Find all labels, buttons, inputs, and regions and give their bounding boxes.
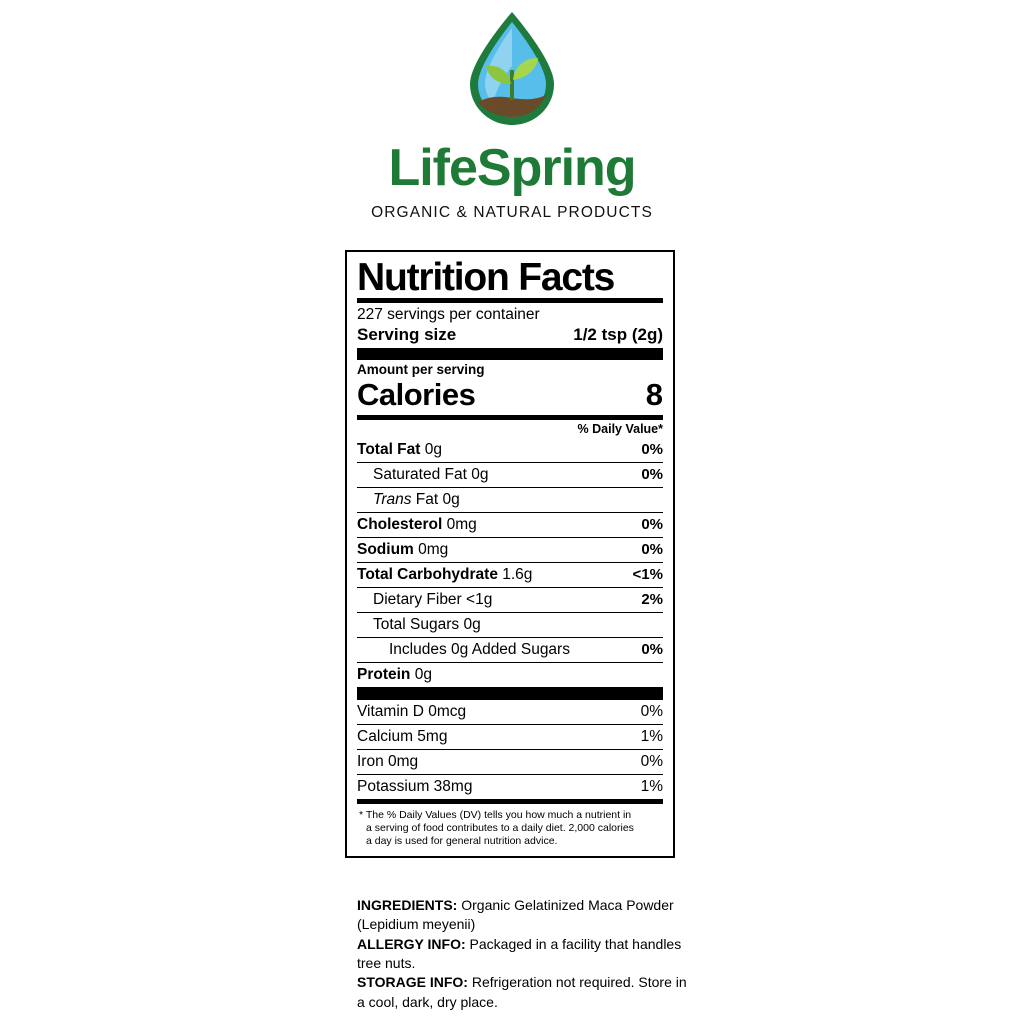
nutrient-name-text: Dietary Fiber bbox=[373, 590, 462, 608]
micronutrient-row-content bbox=[357, 700, 663, 724]
calories-value: 8 bbox=[645, 376, 663, 412]
nutrition-facts-panel bbox=[345, 250, 675, 858]
brand-name: LifeSpring bbox=[388, 139, 636, 197]
serving-size-label: Serving size bbox=[357, 324, 457, 344]
nutrient-row bbox=[357, 638, 663, 663]
amount-per-serving-label: Amount per serving bbox=[357, 361, 485, 377]
nutrient-name-text: Sodium bbox=[357, 540, 414, 558]
nutrient-amount: <1g bbox=[461, 590, 493, 608]
nutrient-amount: 0g bbox=[466, 465, 489, 483]
micronutrient-row bbox=[357, 775, 663, 799]
nutrient-row bbox=[357, 538, 663, 563]
ingredients-text: Organic Gelatinized Maca Powder (Lepidium meyenii) bbox=[357, 897, 674, 933]
nutrient-daily-value: 0% bbox=[641, 540, 663, 558]
nutrient-amount: 0g bbox=[410, 665, 432, 683]
calories-label: Calories bbox=[357, 376, 476, 412]
micronutrient-row bbox=[357, 750, 663, 775]
micronutrient-name: Vitamin D 0mcg bbox=[357, 702, 467, 720]
daily-value-header: % Daily Value* bbox=[577, 421, 663, 436]
servings-per-container: 227 servings per container bbox=[357, 305, 540, 323]
ingredients-line bbox=[357, 896, 697, 935]
calories-row bbox=[357, 377, 663, 415]
micronutrient-daily-value: 1% bbox=[640, 727, 663, 745]
nutrient-name-text: Protein bbox=[357, 665, 411, 683]
nutrient-name bbox=[357, 541, 448, 559]
nutrient-amount: 0g bbox=[420, 440, 442, 458]
micronutrient-daily-value: 1% bbox=[640, 777, 663, 795]
nutrient-daily-value: 2% bbox=[641, 590, 663, 608]
serving-size-row bbox=[357, 325, 663, 348]
allergy-line bbox=[357, 935, 697, 974]
water-drop-sprout-logo-icon bbox=[452, 8, 572, 130]
nutrient-daily-value: 0% bbox=[641, 440, 663, 458]
nutrient-row-content bbox=[357, 663, 663, 687]
nutrient-row-content bbox=[357, 563, 663, 587]
nutrient-name bbox=[373, 491, 460, 509]
nutrient-row bbox=[357, 588, 663, 613]
allergy-text: Packaged in a facility that handles tree nuts. bbox=[357, 935, 682, 971]
micronutrient-name: Potassium 38mg bbox=[357, 777, 473, 795]
nutrient-row bbox=[357, 513, 663, 538]
nutrient-row bbox=[357, 663, 663, 688]
nutrient-amount: Fat 0g bbox=[411, 490, 460, 508]
micronutrient-daily-value: 0% bbox=[640, 702, 663, 720]
nutrient-name bbox=[389, 641, 570, 659]
nutrient-name bbox=[373, 591, 492, 609]
nutrient-name-text: Total Carbohydrate bbox=[357, 565, 498, 583]
storage-text: Refrigeration not required. Store in a cool, dark, dry place. bbox=[357, 974, 687, 1010]
nutrient-row bbox=[357, 438, 663, 463]
nutrient-row bbox=[357, 613, 663, 638]
nutrient-row bbox=[357, 488, 663, 513]
allergy-label: ALLERGY INFO: bbox=[357, 935, 466, 952]
nutrient-amount: 0mg bbox=[413, 540, 449, 558]
nutrient-name-text: Total Sugars bbox=[373, 615, 460, 633]
nutrient-row-content bbox=[357, 613, 663, 637]
micronutrient-row-content bbox=[357, 750, 663, 774]
nutrition-facts-title: Nutrition Facts bbox=[357, 256, 615, 299]
nutrient-row-content bbox=[357, 438, 663, 462]
nutrient-name-text: Cholesterol bbox=[357, 515, 443, 533]
brand-tagline: ORGANIC & NATURAL PRODUCTS bbox=[371, 204, 653, 221]
brand-header bbox=[0, 8, 1024, 222]
nutrient-name bbox=[357, 666, 432, 684]
nutrient-daily-value: <1% bbox=[632, 565, 663, 583]
nutrient-name-text: Trans bbox=[373, 490, 412, 508]
nutrient-amount: 0mg bbox=[442, 515, 477, 533]
micronutrient-name: Iron 0mg bbox=[357, 752, 419, 770]
micronutrient-rows bbox=[357, 700, 663, 799]
nutrient-name bbox=[357, 566, 532, 584]
micronutrient-row bbox=[357, 700, 663, 725]
nutrient-name bbox=[357, 441, 442, 459]
nutrient-name-text: Total Fat bbox=[357, 440, 421, 458]
divider-thick bbox=[357, 348, 663, 360]
nutrient-row-content bbox=[357, 513, 663, 537]
serving-size-value: 1/2 tsp (2g) bbox=[573, 324, 663, 344]
micronutrient-row-content bbox=[357, 725, 663, 749]
footnote-line-2: a serving of food contributes to a daily diet. 2,000 calories bbox=[366, 821, 634, 834]
storage-label: STORAGE INFO: bbox=[357, 974, 468, 991]
micronutrient-daily-value: 0% bbox=[640, 752, 663, 770]
nutrient-row-content bbox=[357, 588, 663, 612]
nutrient-name-text: Includes 0g Added Sugars bbox=[389, 640, 570, 658]
micronutrient-row bbox=[357, 725, 663, 750]
nutrient-name bbox=[373, 466, 488, 484]
nutrient-daily-value: 0% bbox=[641, 640, 663, 658]
nutrient-rows bbox=[357, 438, 663, 688]
nutrient-name-text: Saturated Fat bbox=[373, 465, 467, 483]
storage-line bbox=[357, 973, 697, 1012]
nutrient-daily-value: 0% bbox=[641, 515, 663, 533]
divider-thick bbox=[357, 688, 663, 700]
logo bbox=[452, 8, 572, 130]
micronutrient-name: Calcium 5mg bbox=[357, 727, 448, 745]
ingredients-label: INGREDIENTS: bbox=[357, 897, 458, 913]
nutrient-name bbox=[357, 516, 477, 534]
nutrient-name bbox=[373, 616, 481, 634]
nutrient-row bbox=[357, 563, 663, 588]
footnote-line-3: a day is used for general nutrition advice. bbox=[366, 835, 558, 848]
micronutrient-row-content bbox=[357, 775, 663, 799]
nutrient-row bbox=[357, 463, 663, 488]
daily-value-footnote bbox=[357, 804, 663, 850]
product-info-block bbox=[357, 896, 697, 1012]
nutrient-amount: 1.6g bbox=[497, 565, 533, 583]
nutrient-amount: 0g bbox=[459, 615, 481, 633]
nutrient-row-content bbox=[357, 638, 663, 662]
nutrient-row-content bbox=[357, 538, 663, 562]
footnote-line-1: * The % Daily Values (DV) tells you how much a nutrient in bbox=[359, 808, 632, 821]
nutrient-row-content bbox=[357, 463, 663, 487]
nutrient-daily-value: 0% bbox=[641, 465, 663, 483]
nutrient-row-content bbox=[357, 488, 663, 512]
